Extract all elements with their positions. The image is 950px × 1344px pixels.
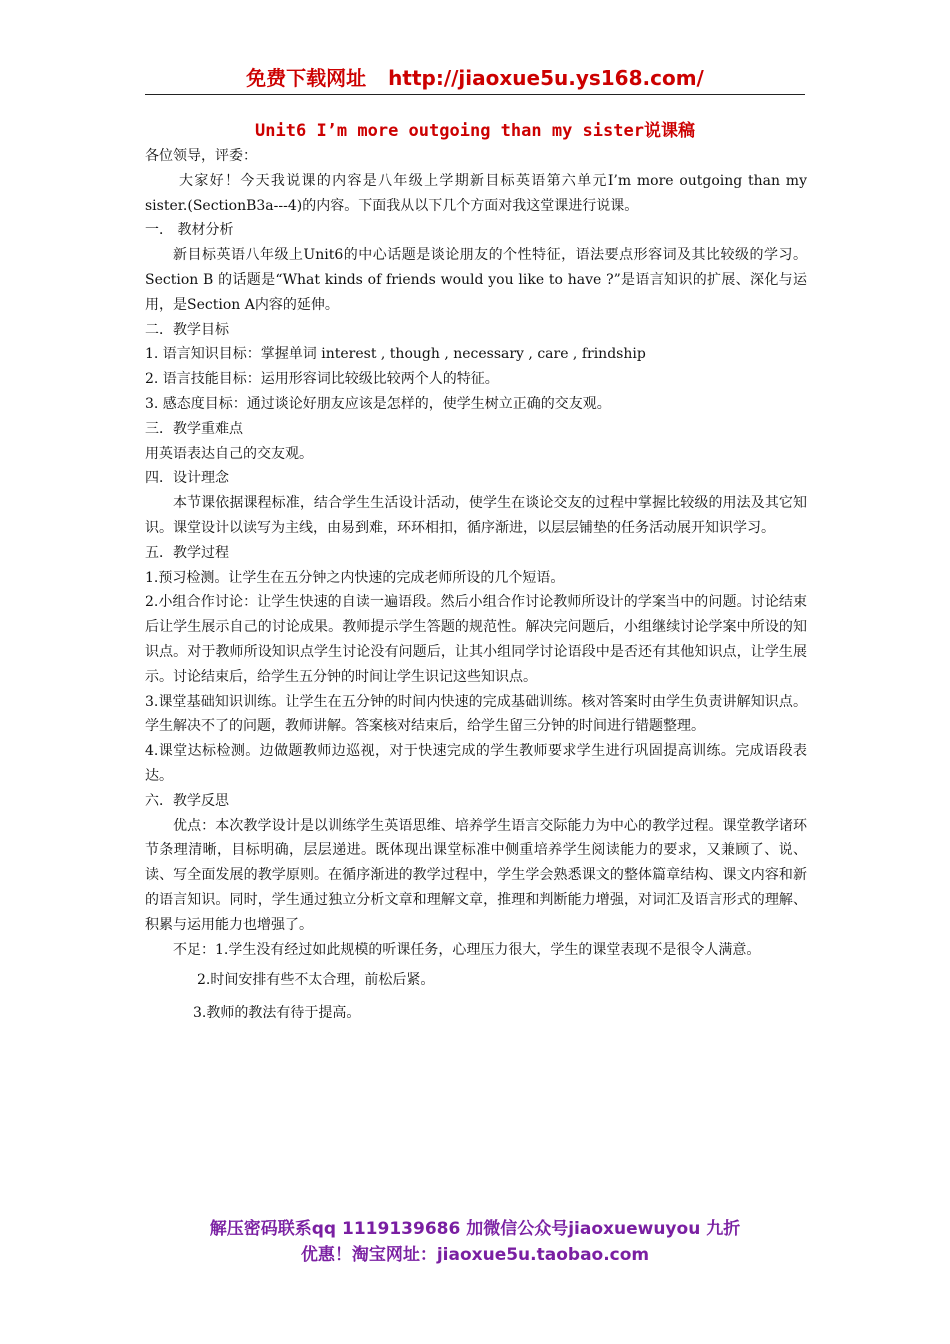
intro-paragraph: 大家好！今天我说课的内容是八年级上学期新目标英语第六单元I’m more outgoing than my sister.(SectionB3a---4)的内容。下面我从以下几个方面对我这堂课进行说课。 [145,172,807,214]
document-body [145,144,807,1026]
reflection-shortcoming-3: 3.教师的教法有待于提高。 [193,1005,361,1022]
objective-item: 1. 语言知识目标：掌握单词 interest , though , necessary , care , frindship [145,346,646,363]
header-url-link[interactable]: http://jiaoxue5u.ys168.com/ [388,66,704,90]
page-header [145,62,805,94]
section-heading-2: 二．教学目标 [145,321,229,338]
reflection-shortcoming-1: 不足：1.学生没有经过如此规模的听课任务，心理压力很大，学生的课堂表现不是很令人满意。 [173,941,761,958]
reflection-shortcoming-2: 2.时间安排有些不太合理，前松后紧。 [197,972,435,989]
footer-line-1: 解压密码联系qq 1119139686 加微信公众号jiaoxuewuyou 九折 [209,1219,741,1239]
title-chinese: 说课稿 [643,121,695,141]
page-title [145,118,805,144]
reflection-merits: 优点：本次教学设计是以训练学生英语思维、培养学生语言交际能力为中心的教学过程。课堂教学诸环节条理清晰，目标明确，层层递进。既体现出课堂标准中侧重培养学生阅读能力的要求，又兼顾了、说、读、写全面发展的教学原则。在循序渐进的教学过程中，学生学会熟悉课文的整体篇章结构、课文内容和新的语言知识。同时，学生通过独立分析文章和理解文章，推理和判断能力增强，对词汇及语言形式的理解、积累与运用能力也增强了。 [145,817,807,933]
section-3-text: 用英语表达自己的交友观。 [145,445,313,462]
footer-line-2: 优惠！淘宝网址：jiaoxue5u.taobao.com [300,1245,650,1265]
section-1-text: 新目标英语八年级上Unit6的中心话题是谈论朋友的个性特征，语法要点形容词及其比较级的学习。Section B 的话题是“What kinds of friends would you like to have ?”是语言知识的扩展、深化与运用，是Section A内容的延伸。 [145,247,807,313]
objective-item: 3. 感态度目标：通过谈论好朋友应该是怎样的，使学生树立正确的交友观。 [145,395,611,412]
page-footer [145,1216,805,1268]
objective-item: 2. 语言技能目标：运用形容词比较级比较两个人的特征。 [145,371,499,388]
section-heading-6: 六．教学反思 [145,792,229,809]
process-item: 2.小组合作讨论：让学生快速的自读一遍语段。然后小组合作讨论教师所设计的学案当中的问题。讨论结束后让学生展示自己的讨论成果。教师提示学生答题的规范性。解决完问题后，小组继续讨论学案中所设的知识点。对于教师所设知识点学生讨论没有问题后，让其小组同学讨论语段中是否还有其他知识点，让学生展示。讨论结束后，给学生五分钟的时间让学生识记这些知识点。 [145,594,807,685]
section-heading-5: 五．教学过程 [145,544,229,561]
process-item: 3.课堂基础知识训练。让学生在五分钟的时间内快速的完成基础训练。核对答案时由学生负责讲解知识点。学生解决不了的问题，教师讲解。答案核对结束后，给学生留三分钟的时间进行错题整理。 [145,693,807,735]
section-heading-1: 一． 教材分析 [145,222,234,239]
section-heading-3: 三．教学重难点 [145,420,243,437]
process-item: 4.课堂达标检测。边做题教师边巡视，对于快速完成的学生教师要求学生进行巩固提高训练。完成语段表达。 [145,743,807,784]
header-label: 免费下载网址 [246,66,367,90]
section-heading-4: 四．设计理念 [145,470,229,487]
greeting: 各位领导，评委： [145,148,257,164]
process-item: 1.预习检测。让学生在五分钟之内快速的完成老师所设的几个短语。 [145,569,565,586]
header-divider [145,94,805,95]
section-4-text: 本节课依据课程标准，结合学生生活设计活动，使学生在谈论交友的过程中掌握比较级的用法及其它知识。课堂设计以读写为主线，由易到难，环环相扣，循序渐进，以层层铺垫的任务活动展开知识学习。 [145,495,807,536]
title-english: Unit6 I’m more outgoing than my sister [255,121,644,141]
